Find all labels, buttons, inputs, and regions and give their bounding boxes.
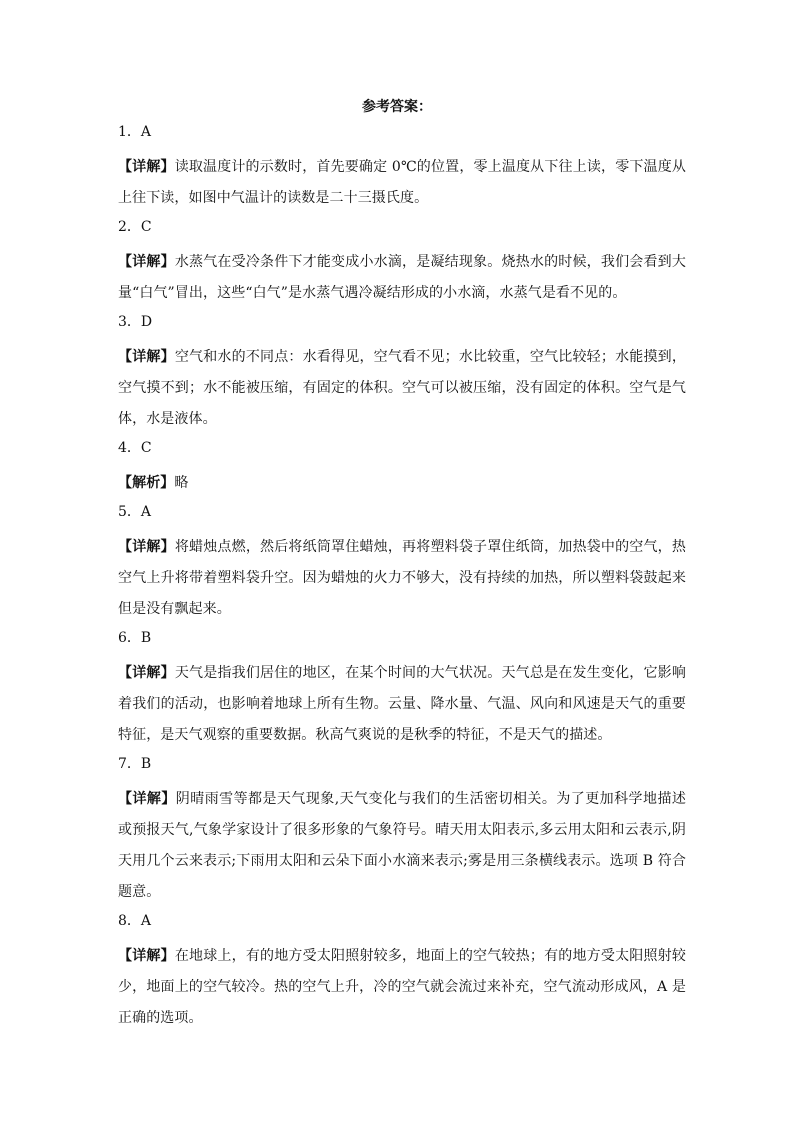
answer-list bbox=[118, 122, 686, 1037]
explanation-text: 空气和水的不同点：水看得见，空气看不见；水比较重，空气比较轻；水能摸到，空气摸不到；水不能被压缩，有固定的体积。空气可以被压缩，没有固定的体积。空气是气体，水是液体。 bbox=[118, 349, 686, 427]
answer-number-2: 2．C bbox=[118, 219, 152, 235]
answer-number-1: 1．A bbox=[118, 124, 152, 140]
explanation-text: 水蒸气在受冷条件下才能变成小水滴，是凝结现象。烧热水的时候，我们会看到大量“白气”冒出，这些“白气”是水蒸气遇冷凝结形成的小水滴，水蒸气是看不见的。 bbox=[118, 254, 686, 301]
explanation-text: 略 bbox=[174, 475, 189, 491]
answer-explanation-7 bbox=[118, 784, 686, 908]
answer-number-5: 5．A bbox=[118, 504, 152, 520]
answer-number-3: 3．D bbox=[118, 314, 153, 330]
answer-explanation-1 bbox=[118, 152, 686, 214]
explanation-tag: 【详解】 bbox=[118, 159, 175, 175]
page-title: 参考答案： bbox=[362, 99, 432, 115]
answer-number-4: 4．C bbox=[118, 440, 152, 456]
explanation-text: 读取温度计的示数时，首先要确定 0℃的位置，零上温度从下往上读，零下温度从上往下读，如图中气温计的读数是二十三摄氏度。 bbox=[118, 159, 686, 206]
answer-explanation-2 bbox=[118, 247, 686, 309]
explanation-tag: 【详解】 bbox=[118, 349, 175, 365]
explanation-text: 在地球上，有的地方受太阳照射较多，地面上的空气较热；有的地方受太阳照射较少，地面上的空气较冷。热的空气上升，冷的空气就会流过来补充，空气流动形成风，A 是正确的选项。 bbox=[118, 948, 686, 1026]
explanation-tag: 【详解】 bbox=[118, 539, 175, 555]
explanation-text: 天气是指我们居住的地区，在某个时间的大气状况。天气总是在发生变化，它影响着我们的活动，也影响着地球上所有生物。云量、降水量、气温、风向和风速是天气的重要特征，是天气观察的重要数据。秋高气爽说的是秋季的特征，不是天气的描述。 bbox=[118, 665, 686, 743]
answer-explanation-4 bbox=[118, 468, 686, 499]
explanation-tag: 【详解】 bbox=[118, 948, 175, 964]
answer-number-7: 7．B bbox=[118, 756, 152, 772]
explanation-text: 将蜡烛点燃，然后将纸筒罩住蜡烛，再将塑料袋子罩住纸筒，加热袋中的空气，热空气上升将带着塑料袋升空。因为蜡烛的火力不够大，没有持续的加热，所以塑料袋鼓起来但是没有飘起来。 bbox=[118, 539, 686, 617]
answer-explanation-5 bbox=[118, 532, 686, 625]
explanation-tag: 【解析】 bbox=[118, 475, 175, 491]
answer-explanation-6 bbox=[118, 658, 686, 751]
answer-explanation-8 bbox=[118, 941, 686, 1034]
explanation-tag: 【详解】 bbox=[118, 254, 175, 270]
explanation-tag: 【详解】 bbox=[118, 791, 176, 807]
explanation-text: 阴晴雨雪等都是天气现象,天气变化与我们的生活密切相关。为了更加科学地描述或预报天气,气象学家设计了很多形象的气象符号。晴天用太阳表示,多云用太阳和云表示,阴天用几个云来表示;下雨用太阳和云朵下面小水滴来表示;雾是用三条横线表示。选项 B 符合题意。 bbox=[118, 791, 686, 900]
answer-explanation-3 bbox=[118, 342, 686, 435]
answer-number-8: 8．A bbox=[118, 913, 152, 929]
answer-number-6: 6．B bbox=[118, 630, 152, 646]
explanation-tag: 【详解】 bbox=[118, 665, 175, 681]
